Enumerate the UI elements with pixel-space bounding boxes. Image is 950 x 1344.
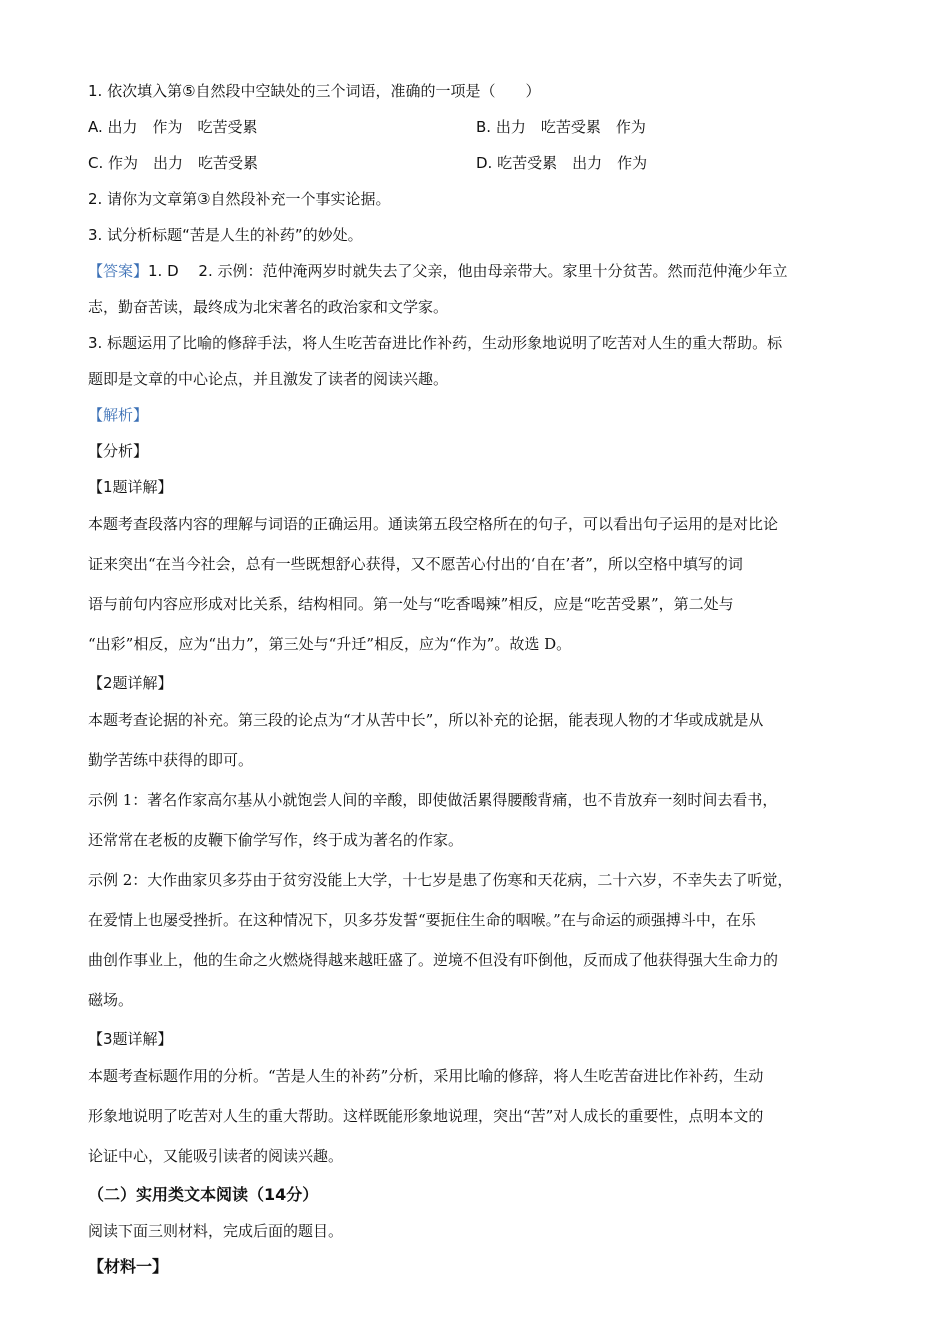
answer-line-2: 志，勤奋苦读，最终成为北宋著名的政治家和文学家。 [88,298,449,316]
detail-3-line: 论证中心，又能吸引读者的阅读兴趣。 [88,1147,344,1165]
answer-line-4: 题即是文章的中心论点，并且激发了读者的阅读兴趣。 [88,370,449,388]
example-2-line: 曲创作事业上，他的生命之火燃烧得越来越旺盛了。逆境不但没有吓倒他，反而成了他获得强大生命力的 [88,951,779,969]
question-2: 2. 请你为文章第③自然段补充一个事实论据。 [88,190,391,208]
option-d: D. 吃苦受累 出力 作为 [476,154,648,172]
detail-1-line: 语与前句内容应形成对比关系，结构相同。第一处与“吃香喝辣”相反，应是“吃苦受累”，第二处与 [88,595,734,613]
detail-3-line: 本题考查标题作用的分析。“苦是人生的补药”分析，采用比喻的修辞，将人生吃苦奋进比作补药，生动 [88,1067,764,1085]
answer-line-1 [88,258,864,294]
example-2-line: 在爱情上也屡受挫折。在这种情况下，贝多芬发誓“要扼住生命的咽喉。”在与命运的顽强搏斗中，在乐 [88,911,756,929]
example-2-line: 磁场。 [88,991,134,1009]
option-c: C. 作为 出力 吃苦受累 [88,154,259,172]
question-3: 3. 试分析标题“苦是人生的补药”的妙处。 [88,226,363,244]
analysis-fenxi: 【分析】 [88,442,149,460]
detail-1-line: 本题考查段落内容的理解与词语的正确运用。通读第五段空格所在的句子，可以看出句子运用的是对比论 [88,515,779,533]
question-1: 1. 依次填入第⑤自然段中空缺处的三个词语，准确的一项是（ ） [88,82,541,100]
detail-3-title: 【3题详解】 [88,1030,173,1048]
answer-line-3: 3. 标题运用了比喻的修辞手法，将人生吃苦奋进比作补药，生动形象地说明了吃苦对人生的重大帮助。标 [88,334,783,352]
detail-1-title: 【1题详解】 [88,478,173,496]
answer-text-1: 1. D 2. 示例：范仲淹两岁时就失去了父亲，他由母亲带大。家里十分贫苦。然而范仲淹少年立 [148,262,788,280]
answer-tag: 【答案】 [88,262,149,280]
detail-2-line: 勤学苦练中获得的即可。 [88,751,254,769]
detail-1-line: 证来突出“在当今社会，总有一些既想舒心获得，又不愿苦心付出的‘自在’者”，所以空格中填写的词 [88,555,743,573]
detail-1-line: “出彩”相反，应为“出力”，第三处与“升迁”相反，应为“作为”。故选 D。 [88,635,572,653]
detail-2-line: 本题考查论据的补充。第三段的论点为“才从苦中长”，所以补充的论据，能表现人物的才华或成就是从 [88,711,764,729]
options-row-1 [88,114,864,150]
detail-3-line: 形象地说明了吃苦对人生的重大帮助。这样既能形象地说理，突出“苦”对人成长的重要性，点明本文的 [88,1107,764,1125]
option-b: B. 出力 吃苦受累 作为 [476,118,646,136]
detail-2-title: 【2题详解】 [88,674,173,692]
analysis-tag: 【解析】 [88,406,149,424]
material-1-label: 【材料一】 [88,1257,169,1276]
example-2-line: 示例 2：大作曲家贝多芬由于贫穷没能上大学，十七岁是患了伤寒和天花病，二十六岁，不幸失去了听觉， [88,871,793,889]
option-a: A. 出力 作为 吃苦受累 [88,118,258,136]
example-1-line: 示例 1：著名作家高尔基从小就饱尝人间的辛酸，即使做活累得腰酸背痛，也不肯放弃一刻时间去看书， [88,791,778,809]
options-row-2 [88,150,864,186]
section-2-heading: （二）实用类文本阅读（14分） [88,1185,319,1204]
example-1-line: 还常常在老板的皮鞭下偷学写作，终于成为著名的作家。 [88,831,464,849]
section-2-intro: 阅读下面三则材料，完成后面的题目。 [88,1222,344,1240]
document-page [88,78,864,1290]
